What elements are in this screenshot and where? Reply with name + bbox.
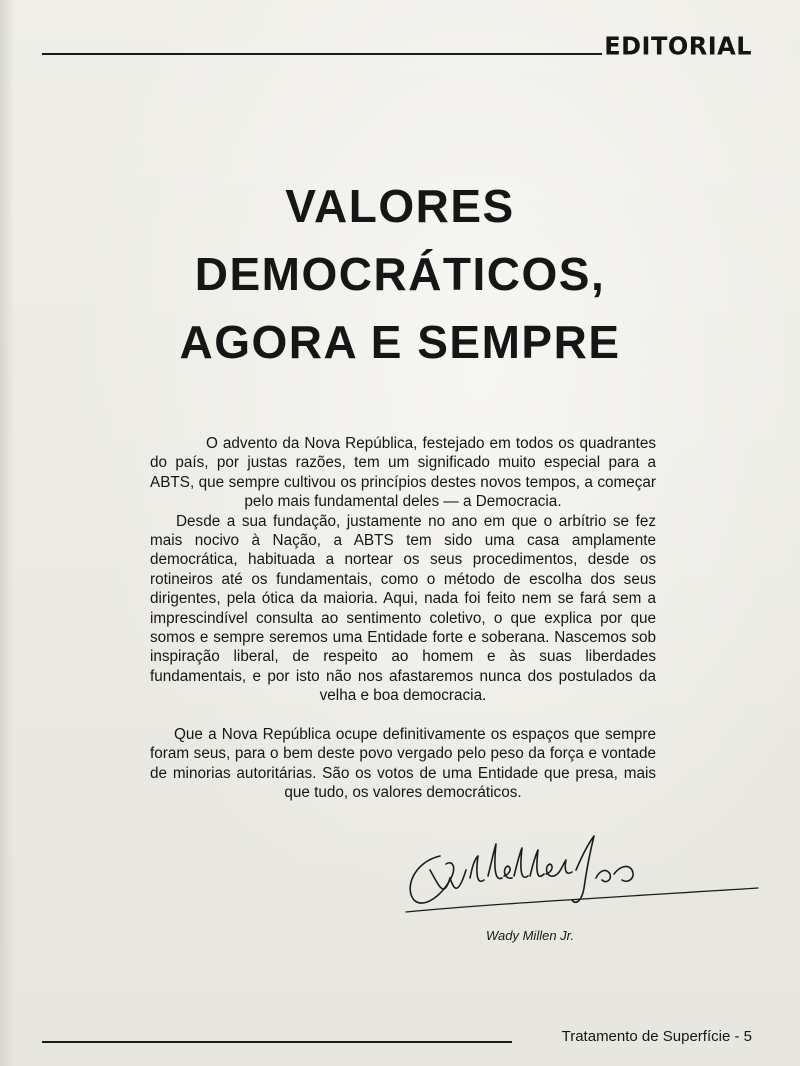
title-line-1: VALORES <box>285 180 515 232</box>
header-rule <box>42 53 602 55</box>
section-label: EDITORIAL <box>604 31 752 61</box>
publication-name: Tratamento de Superfície <box>561 1028 731 1045</box>
title-line-2: DEMOCRÁTICOS, <box>194 248 606 300</box>
page-header <box>42 32 754 62</box>
handwritten-signature <box>400 830 760 920</box>
page-binding-shadow <box>0 0 14 1066</box>
signer-name: Wady Millen Jr. <box>486 928 575 943</box>
footer-rule <box>42 1041 512 1043</box>
paragraph-3: Que a Nova República ocupe definitivamente os espaços que sempre foram seus, para o bem deste povo vergado pelo peso da força e vontade de minorias autoritárias. São os votos de uma Entidade que presa, mais que tudo, os valores democráticos. <box>150 725 656 801</box>
footer-separator: - <box>730 1028 744 1045</box>
paragraph-2: Desde a sua fundação, justamente no ano em que o arbítrio se fez mais nocivo à Nação, a ABTS tem sido uma casa amplamente democrática, habituada a nortear os seus procedimentos, desde os rotineiros até os fundamentais, como o método de escolha dos seus dirigentes, pela ótica da maioria. Aqui, nada foi feito nem se fará sem a imprescindível consulta ao sentimento coletivo, o que explica por que somos e sempre seremos uma Entidade forte e soberana. Nascemos sob inspiração liberal, de respeito ao homem e às suas liberdades fundamentais, e por isto não nos afastaremos nunca dos postulados da velha e boa democracia. <box>150 512 656 705</box>
page-number: 5 <box>743 1028 752 1045</box>
page-footer <box>42 1026 754 1050</box>
title-line-3: AGORA E SEMPRE <box>179 316 621 368</box>
paragraph-1: O advento da Nova República, festejado em todos os quadrantes do país, por justas razões, tem um significado muito especial para a ABTS, que sempre cultivou os princípios destes novos tempos, a começar pelo mais fundamental deles — a Democracia. <box>150 435 656 511</box>
footer-label <box>562 1028 752 1045</box>
article-body <box>150 434 656 802</box>
article-title <box>100 172 700 376</box>
